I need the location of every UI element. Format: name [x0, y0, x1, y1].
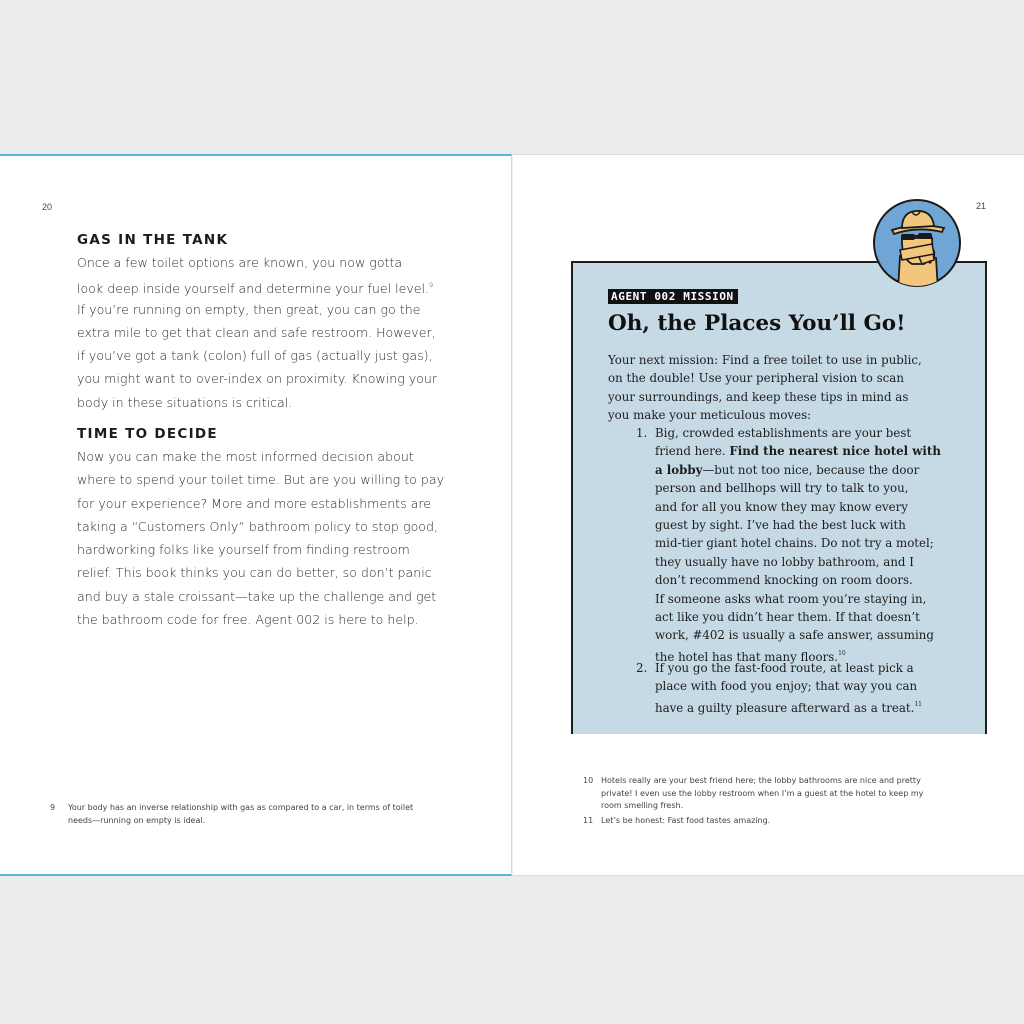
mission-title: Oh, the Places You’ll Go!	[608, 311, 906, 336]
footnote-line: needs—running on empty is ideal.	[68, 815, 206, 825]
footnote-number: 9	[50, 803, 56, 812]
item-line: place with food you enjoy; that way you can	[655, 679, 918, 694]
page-number: 20	[42, 202, 53, 212]
item-line: have a guilty pleasure afterward as a treat.$^{11}$	[655, 700, 922, 715]
body-line: If you’re running on empty, then great, you can go the	[77, 301, 421, 317]
footnote-line: Your body has an inverse relationship with gas as compared to a car, in terms of toilet	[68, 803, 414, 812]
bold-tip: a lobby	[655, 462, 703, 477]
footnote-10	[583, 775, 993, 813]
list-number: 1.	[636, 426, 648, 440]
footnote-line: Hotels really are your best friend here; the lobby bathrooms are nice and pretty	[601, 776, 921, 785]
list-item-text	[655, 659, 922, 714]
item-line: Big, crowded establishments are your best	[655, 426, 912, 440]
body-line: for your experience? More and more establishments are	[77, 495, 432, 511]
footnote-line: Let’s be honest: Fast food tastes amazing.	[601, 816, 771, 825]
mission-intro	[608, 351, 922, 425]
mission-box	[571, 261, 987, 734]
footnote-ref: 9	[429, 282, 433, 290]
section-body-gas-in-the-tank	[77, 251, 437, 414]
intro-line: on the double! Use your peripheral vision to scan	[608, 371, 904, 386]
item-line: don’t recommend knocking on room doors.	[655, 573, 913, 588]
left-page	[0, 154, 512, 876]
item-line: they usually have no lobby bathroom, and I	[655, 554, 914, 569]
footnote-line: private! I even use the lobby restroom when I’m a guest at the hotel to keep my	[601, 788, 924, 798]
book-spread	[0, 154, 1024, 876]
footnote-line: room smelling fresh.	[601, 801, 684, 810]
page-number: 21	[975, 201, 986, 211]
body-line: and buy a stale croissant—take up the challenge and get	[77, 588, 437, 604]
item-line: act like you didn’t hear them. If that doesn’t	[655, 609, 920, 624]
bold-tip: Find the nearest nice hotel with	[729, 444, 941, 459]
section-heading-gas-in-the-tank: GAS IN THE TANK	[77, 232, 229, 248]
item-line: the hotel has that many floors.$^{10}$	[655, 649, 846, 664]
mission-tag: AGENT 002 MISSION	[608, 289, 738, 304]
agent-spy-icon	[872, 198, 962, 288]
item-line: work, #402 is usually a safe answer, assuming	[655, 628, 934, 643]
right-page	[513, 154, 1024, 876]
intro-line: your surroundings, and keep these tips in mind as	[608, 389, 909, 404]
item-line: If someone asks what room you’re staying in,	[655, 591, 927, 606]
item-line: guest by sight. I’ve had the best luck with	[655, 517, 906, 532]
intro-line: Your next mission: Find a free toilet to use in public,	[608, 353, 922, 367]
footnote-number: 11	[583, 816, 594, 825]
body-line: body in these situations is critical.	[77, 394, 293, 410]
body-line: if you’ve got a tank (colon) full of gas (actually just gas),	[77, 348, 433, 364]
item-line: person and bellhops will try to talk to you,	[655, 481, 909, 496]
intro-line: you make your meticulous moves:	[608, 408, 812, 423]
section-body-time-to-decide	[77, 445, 444, 631]
item-line: and for all you know they may know every	[655, 499, 908, 514]
item-line: If you go the fast-food route, at least pick a	[655, 661, 914, 675]
item-line: a lobby—but not too nice, because the door	[655, 462, 920, 477]
list-item-text	[655, 424, 941, 663]
body-line: you might want to over-index on proximity. Knowing your	[77, 371, 438, 387]
body-line: relief. This book thinks you can do better, so don’t panic	[77, 565, 432, 581]
footnote-11	[583, 815, 993, 828]
body-line: look deep inside yourself and determine your fuel level.$^9$	[77, 281, 433, 297]
item-line: mid-tier giant hotel chains. Do not try a motel;	[655, 536, 934, 551]
footnote-ref: 11	[914, 700, 922, 708]
footnote-number: 10	[583, 776, 594, 785]
body-line: taking a “Customers Only” bathroom policy to stop good,	[77, 518, 438, 534]
body-line: the bathroom code for free. Agent 002 is here to help.	[77, 612, 419, 628]
body-line: where to spend your toilet time. But are you willing to pay	[77, 472, 445, 488]
item-line: friend here. Find the nearest nice hotel with	[655, 444, 941, 459]
body-line: extra mile to get that clean and safe restroom. However,	[77, 324, 436, 340]
body-line: Once a few toilet options are known, you now gotta	[77, 255, 403, 270]
footnote-ref: 10	[838, 649, 846, 657]
list-number: 2.	[636, 661, 648, 675]
body-line: Now you can make the most informed decision about	[77, 449, 414, 464]
section-heading-time-to-decide: TIME TO DECIDE	[77, 426, 218, 442]
footnote-9	[50, 802, 470, 827]
body-line: hardworking folks like yourself from finding restroom	[77, 542, 410, 558]
